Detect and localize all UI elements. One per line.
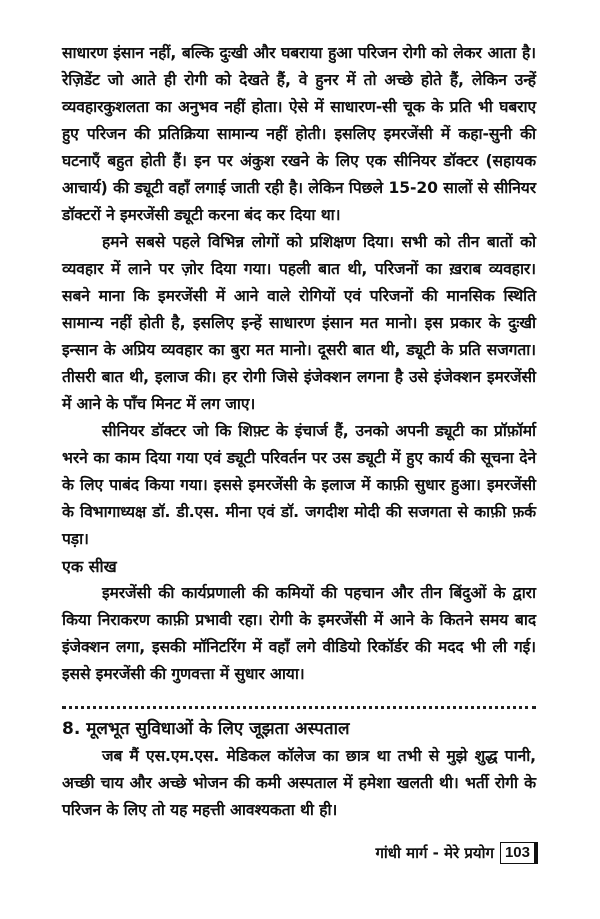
chapter-heading: 8. मूलभूत सुविधाओं के लिए जूझता अस्पताल [62, 719, 350, 739]
section-subheading: एक सीख [62, 557, 117, 576]
book-title: गांधी मार्ग - मेरे प्रयोग [375, 844, 494, 862]
paragraph-3: सीनियर डॉक्टर जो कि शिफ़्ट के इंचार्ज हैं, उनको अपनी ड्यूटी का प्रॉफ़ॉर्मा भरने का काम दिया गया एवं ड्यूटी परिवर्तन पर उस ड्यूटी में हुए कार्य की सूचना देने के लिए पाबंद किया गया। इससे इमरजेंसी के इलाज में काफ़ी सुधार हुआ। इमरजेंसी के विभागाध्यक्ष डॉ. डी.एस. मीना एवं डॉ. जगदीश मोदी की सजगता से काफ़ी फ़र्क पड़ा। [62, 422, 536, 548]
chapter-paragraph: जब मैं एस.एम.एस. मेडिकल कॉलेज का छात्र था तभी से मुझे शुद्ध पानी, अच्छी चाय और अच्छे भोजन की कमी अस्पताल में हमेशा खलती थी। भर्ती रोगी के परिजन के लिए तो यह महत्ती आवश्यकता थी ही। [62, 747, 536, 819]
paragraph-1: साधारण इंसान नहीं, बल्कि दुःखी और घबराया हुआ परिजन रोगी को लेकर आता है। रेज़िडेंट जो आते ही रोगी को देखते हैं, वे हुनर में तो अच्छे होते हैं, लेकिन उन्हें व्यवहारकुशलता का अनुभव नहीं होता। ऐसे में साधारण-सी चूक के प्रति भी घबराए हुए परिजन की प्रतिक्रिया सामान्य नहीं होती। इसलिए इमरजेंसी में कहा-सुनी की घटनाएँ बहुत होती हैं। इन पर अंकुश रखने के लिए एक सीनियर डॉक्टर (सहायक आचार्य) की ड्यूटी वहाँ लगाई जाती रही है। लेकिन पिछले 15-20 सालों से सीनियर डॉक्टरों ने इमरजेंसी ड्यूटी करना बंद कर दिया था। [62, 44, 536, 224]
page-content [62, 40, 536, 824]
paragraph-2: हमने सबसे पहले विभिन्न लोगों को प्रशिक्षण दिया। सभी को तीन बातों को व्यवहार में लाने पर ज़ोर दिया गया। पहली बात थी, परिजनों का ख़राब व्यवहार। सबने माना कि इमरजेंसी में आने वाले रोगियों एवं परिजनों की मानसिक स्थिति सामान्य नहीं होती है, इसलिए इन्हें साधारण इंसान मत मानो। इस प्रकार के दुःखी इन्सान के अप्रिय व्यवहार का बुरा मत मानो। दूसरी बात थी, ड्यूटी के प्रति सजगता। तीसरी बात थी, इलाज की। हर रोगी जिसे इंजेक्शन लगना है उसे इंजेक्शन इमरजेंसी में आने के पाँच मिनट में लग जाए। [62, 233, 536, 413]
page-number: 103 [500, 842, 538, 864]
dotted-divider [62, 706, 536, 709]
page-footer [375, 842, 538, 864]
lesson-paragraph: इमरजेंसी की कार्यप्रणाली की कमियों की पहचान और तीन बिंदुओं के द्वारा किया निराकरण काफ़ी प्रभावी रहा। रोगी के इमरजेंसी में आने के कितने समय बाद इंजेक्शन लगा, इसकी मॉनिटरिंग में वहाँ लगे वीडियो रिकॉर्डर की मदद भी ली गई। इससे इमरजेंसी की गुणवत्ता में सुधार आया। [62, 584, 536, 683]
